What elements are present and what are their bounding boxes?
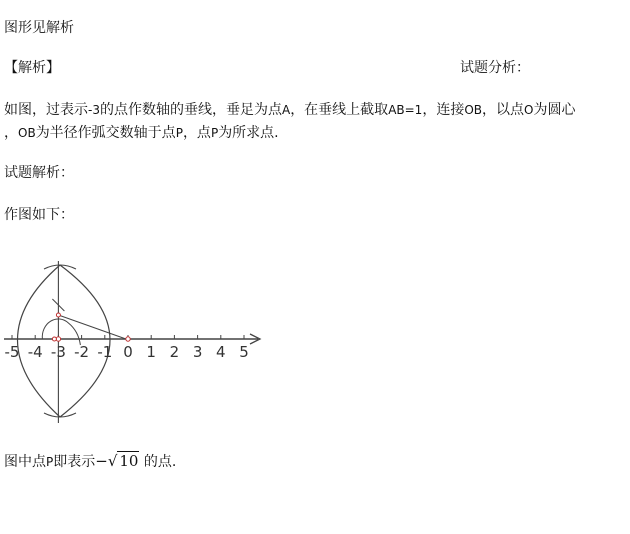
test-analysis-label: 试题分析： [460,60,530,76]
conclusion-middle: 即表示 [53,454,96,470]
conclusion [4,452,176,471]
analysis-text: ， [4,125,18,141]
right-construction-arc [60,265,113,417]
point-o-label: O [524,103,534,117]
small-arc [42,319,80,345]
tick-label: 4 [216,343,226,361]
point-p-marker [52,337,56,341]
solution-label: 试题解析： [4,165,74,181]
analysis-text: 为所求点. [218,125,279,141]
conclusion-prefix: 图中点 [4,454,46,470]
tick-label: -5 [4,343,20,361]
segment-ob-label: OB [18,126,36,140]
segment-ob-label: OB [464,103,483,117]
radicand: 10 [119,452,139,470]
marked-point [126,337,130,341]
minus-sign: − [95,452,108,470]
tick-label: 3 [192,343,203,361]
tick-label: 1 [146,343,156,361]
tick-label: -2 [74,343,90,361]
neg-sqrt-10 [95,452,139,470]
tick-label: 0 [123,343,133,361]
construction-figure [0,255,280,430]
analysis-text: ，点 [182,125,211,141]
point-p-label: P [175,126,183,140]
point-a-label: A [281,103,291,117]
analysis-line-2 [4,124,279,142]
analysis-text: ，在垂线上截取 [290,102,389,118]
tick-labels [5,343,249,361]
point-p-label: P [210,126,219,140]
analysis-text: 为半径作弧交数轴于点 [35,125,176,141]
analysis-line-1 [4,101,575,119]
page-title: 图形见解析 [4,20,74,36]
sqrt-symbol: √ 10 [107,452,139,470]
analysis-text: 如图，过表示 [4,102,88,118]
analysis-text: ，连接 [422,102,465,118]
segment-ab-label: AB=1 [388,103,423,117]
analysis-text: ，以点 [482,102,525,118]
tick-label: 5 [239,343,249,361]
analysis-text: 的点作数轴的垂线，垂足为点 [99,102,282,118]
point-p-label: P [46,455,54,469]
tick-label: -4 [27,343,43,361]
segment-ob [58,315,126,339]
construction-lines [18,261,127,423]
point-b-marker [56,313,60,317]
tick-label: -3 [50,343,66,361]
conclusion-suffix: 的点. [139,454,177,470]
construction-label: 作图如下： [4,207,74,223]
value-neg3: -3 [88,103,100,117]
tick-label: 2 [169,343,180,361]
analysis-heading: 【解析】 [4,60,60,76]
analysis-text: 为圆心 [533,102,576,118]
tick-label: -1 [97,343,113,361]
